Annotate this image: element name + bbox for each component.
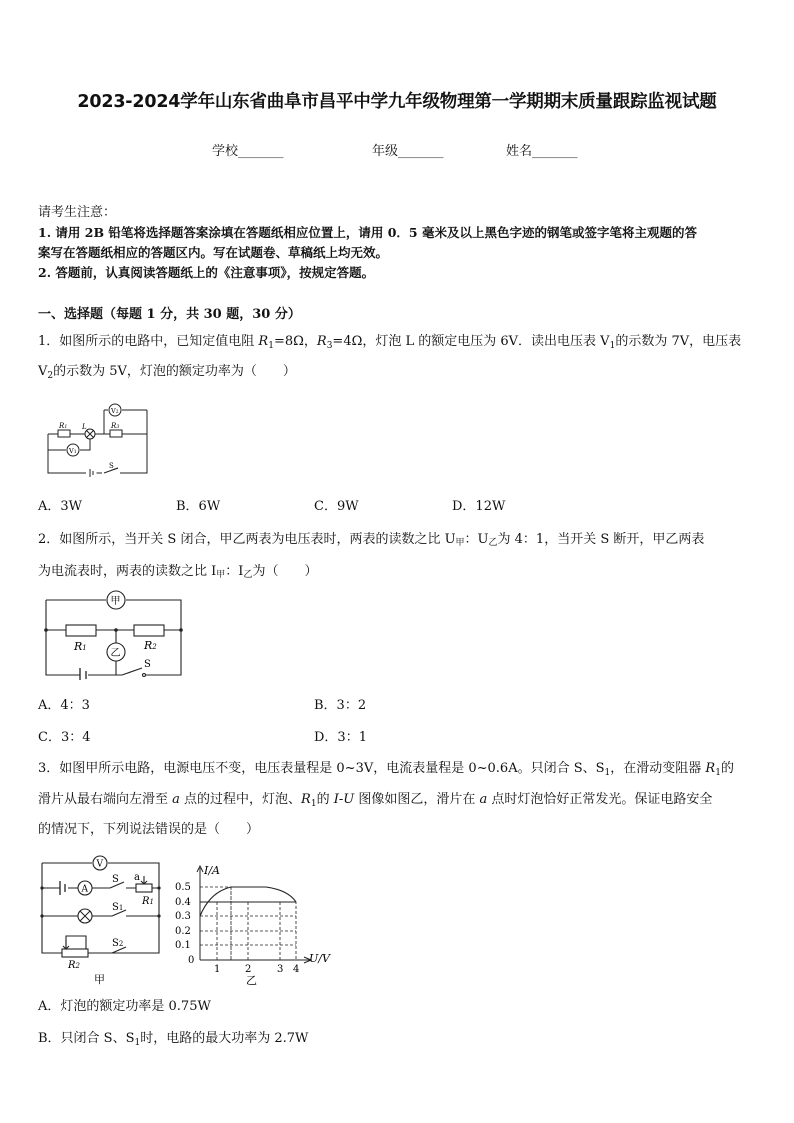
- fig1-v2-label: V2: [111, 407, 119, 415]
- q1-circuit-figure: [42, 400, 154, 480]
- x-tick-1: 1: [214, 964, 221, 975]
- q3-option-a: A．灯泡的额定功率是 0.75W: [38, 999, 211, 1014]
- x-tick-2: 2: [245, 964, 252, 975]
- y-tick-0.5: 0.5: [175, 882, 191, 893]
- q2-option-c: C．3：4: [38, 730, 91, 745]
- graph-x-label: U/V: [309, 952, 330, 965]
- q1-line-2: $V_2$的示数为 5V，灯泡的额定功率为（ ）: [38, 364, 296, 381]
- graph-y-label: I/A: [204, 864, 220, 877]
- notice-heading: 请考生注意：: [38, 205, 117, 220]
- q3-option-b: B．只闭合 S、$S_1$时，电路的最大功率为 2.7W: [38, 1031, 309, 1048]
- q2-option-b: B．3：2: [314, 698, 367, 713]
- q2-option-a: A．4：3: [38, 698, 90, 713]
- fig3-a-point: a: [134, 872, 140, 883]
- fig1-l-label: L: [82, 423, 87, 431]
- fig2-s-label: S: [144, 659, 151, 670]
- fig3-v-meter: V: [96, 859, 103, 870]
- fig2-yi-meter: 乙: [110, 648, 121, 659]
- fig3-s-label: S: [112, 874, 119, 885]
- y-tick-0.3: 0.3: [175, 911, 191, 922]
- x-tick-3: 3: [277, 964, 284, 975]
- y-tick-0.2: 0.2: [175, 926, 191, 937]
- q3-circuit-figure: [38, 850, 166, 990]
- fig3-r1-label: R1: [142, 896, 154, 907]
- notice-item-1a: 1. 请用 2B 铅笔将选择题答案涂填在答题纸相应位置上，请用 0．5 毫米及以上黑色字迹的钢笔或签字笔将主观题的答: [38, 225, 697, 240]
- q2-option-d: D．3：1: [314, 730, 367, 745]
- q1-option-c: C．9W: [314, 499, 359, 514]
- y-tick-0.4: 0.4: [175, 897, 191, 908]
- fig2-jia-meter: 甲: [110, 596, 121, 607]
- q3-line-2: 滑片从最右端向左滑至 a 点的过程中，灯泡、$R_1$的 I-U 图像如图乙，滑片在 a 点时灯泡恰好正常发光。保证电路安全: [38, 792, 713, 809]
- graph-caption: 乙: [246, 974, 257, 987]
- q2-circuit-figure: [42, 588, 184, 680]
- page-title: 2023-2024学年山东省曲阜市昌平中学九年级物理第一学期期末质量跟踪监视试题: [77, 92, 717, 112]
- notice-item-1b: 案写在答题纸相应的答题区内。写在试题卷、草稿纸上均无效。: [38, 245, 389, 260]
- q1-line-1: 1．如图所示的电路中，已知定值电阻 $R_1=8\Omega$，$R_3=4\Omega$，灯泡 L 的额定电压为 6V．读出电压表 $V_1$的示数为 7V，电压表: [38, 334, 742, 351]
- fig2-r2-label: R2: [144, 639, 157, 652]
- q1-option-b: B．6W: [176, 499, 221, 514]
- fig3-caption: 甲: [94, 973, 105, 986]
- fig1-v1-label: V1: [69, 447, 77, 455]
- y-tick-0: 0: [188, 955, 195, 966]
- q2-line-2: 为电流表时，两表的读数之比 I甲：I乙为（ ）: [38, 564, 318, 580]
- fig3-a-meter: A: [81, 884, 88, 895]
- fig3-r2-label: R2: [68, 960, 80, 971]
- fig2-r1-label: R1: [74, 640, 87, 653]
- q1-option-a: A．3W: [38, 499, 83, 514]
- x-tick-4: 4: [293, 964, 300, 975]
- section-heading: 一、选择题（每题 1 分，共 30 题，30 分）: [38, 307, 301, 322]
- q3-line-3: 的情况下，下列说法错误的是（ ）: [38, 822, 260, 837]
- fig3-s1-label: S1: [112, 902, 124, 913]
- name-field: 姓名_______: [506, 144, 578, 159]
- q1-option-d: D．12W: [452, 499, 506, 514]
- fig1-s-label: S: [109, 462, 114, 470]
- school-field: 学校_______: [212, 144, 284, 159]
- y-tick-0.1: 0.1: [175, 940, 191, 951]
- fig1-r3-label: R3: [111, 422, 120, 430]
- q3-iu-graph: [170, 862, 340, 988]
- fig3-s2-label: S2: [112, 938, 124, 949]
- notice-item-2: 2. 答题前，认真阅读答题纸上的《注意事项》，按规定答题。: [38, 265, 375, 280]
- q2-line-1: 2．如图所示，当开关 S 闭合，甲乙两表为电压表时，两表的读数之比 U甲：U乙为 4：1，当开关 S 断开，甲乙两表: [38, 532, 705, 548]
- fig1-r1-label: R1: [59, 422, 68, 430]
- q3-line-1: 3．如图甲所示电路，电源电压不变，电压表量程是 0~3V，电流表量程是 0~0.6A。只闭合 S、$S_1$，在滑动变阻器 $R_1$的: [38, 761, 734, 778]
- grade-field: 年级_______: [372, 144, 444, 159]
